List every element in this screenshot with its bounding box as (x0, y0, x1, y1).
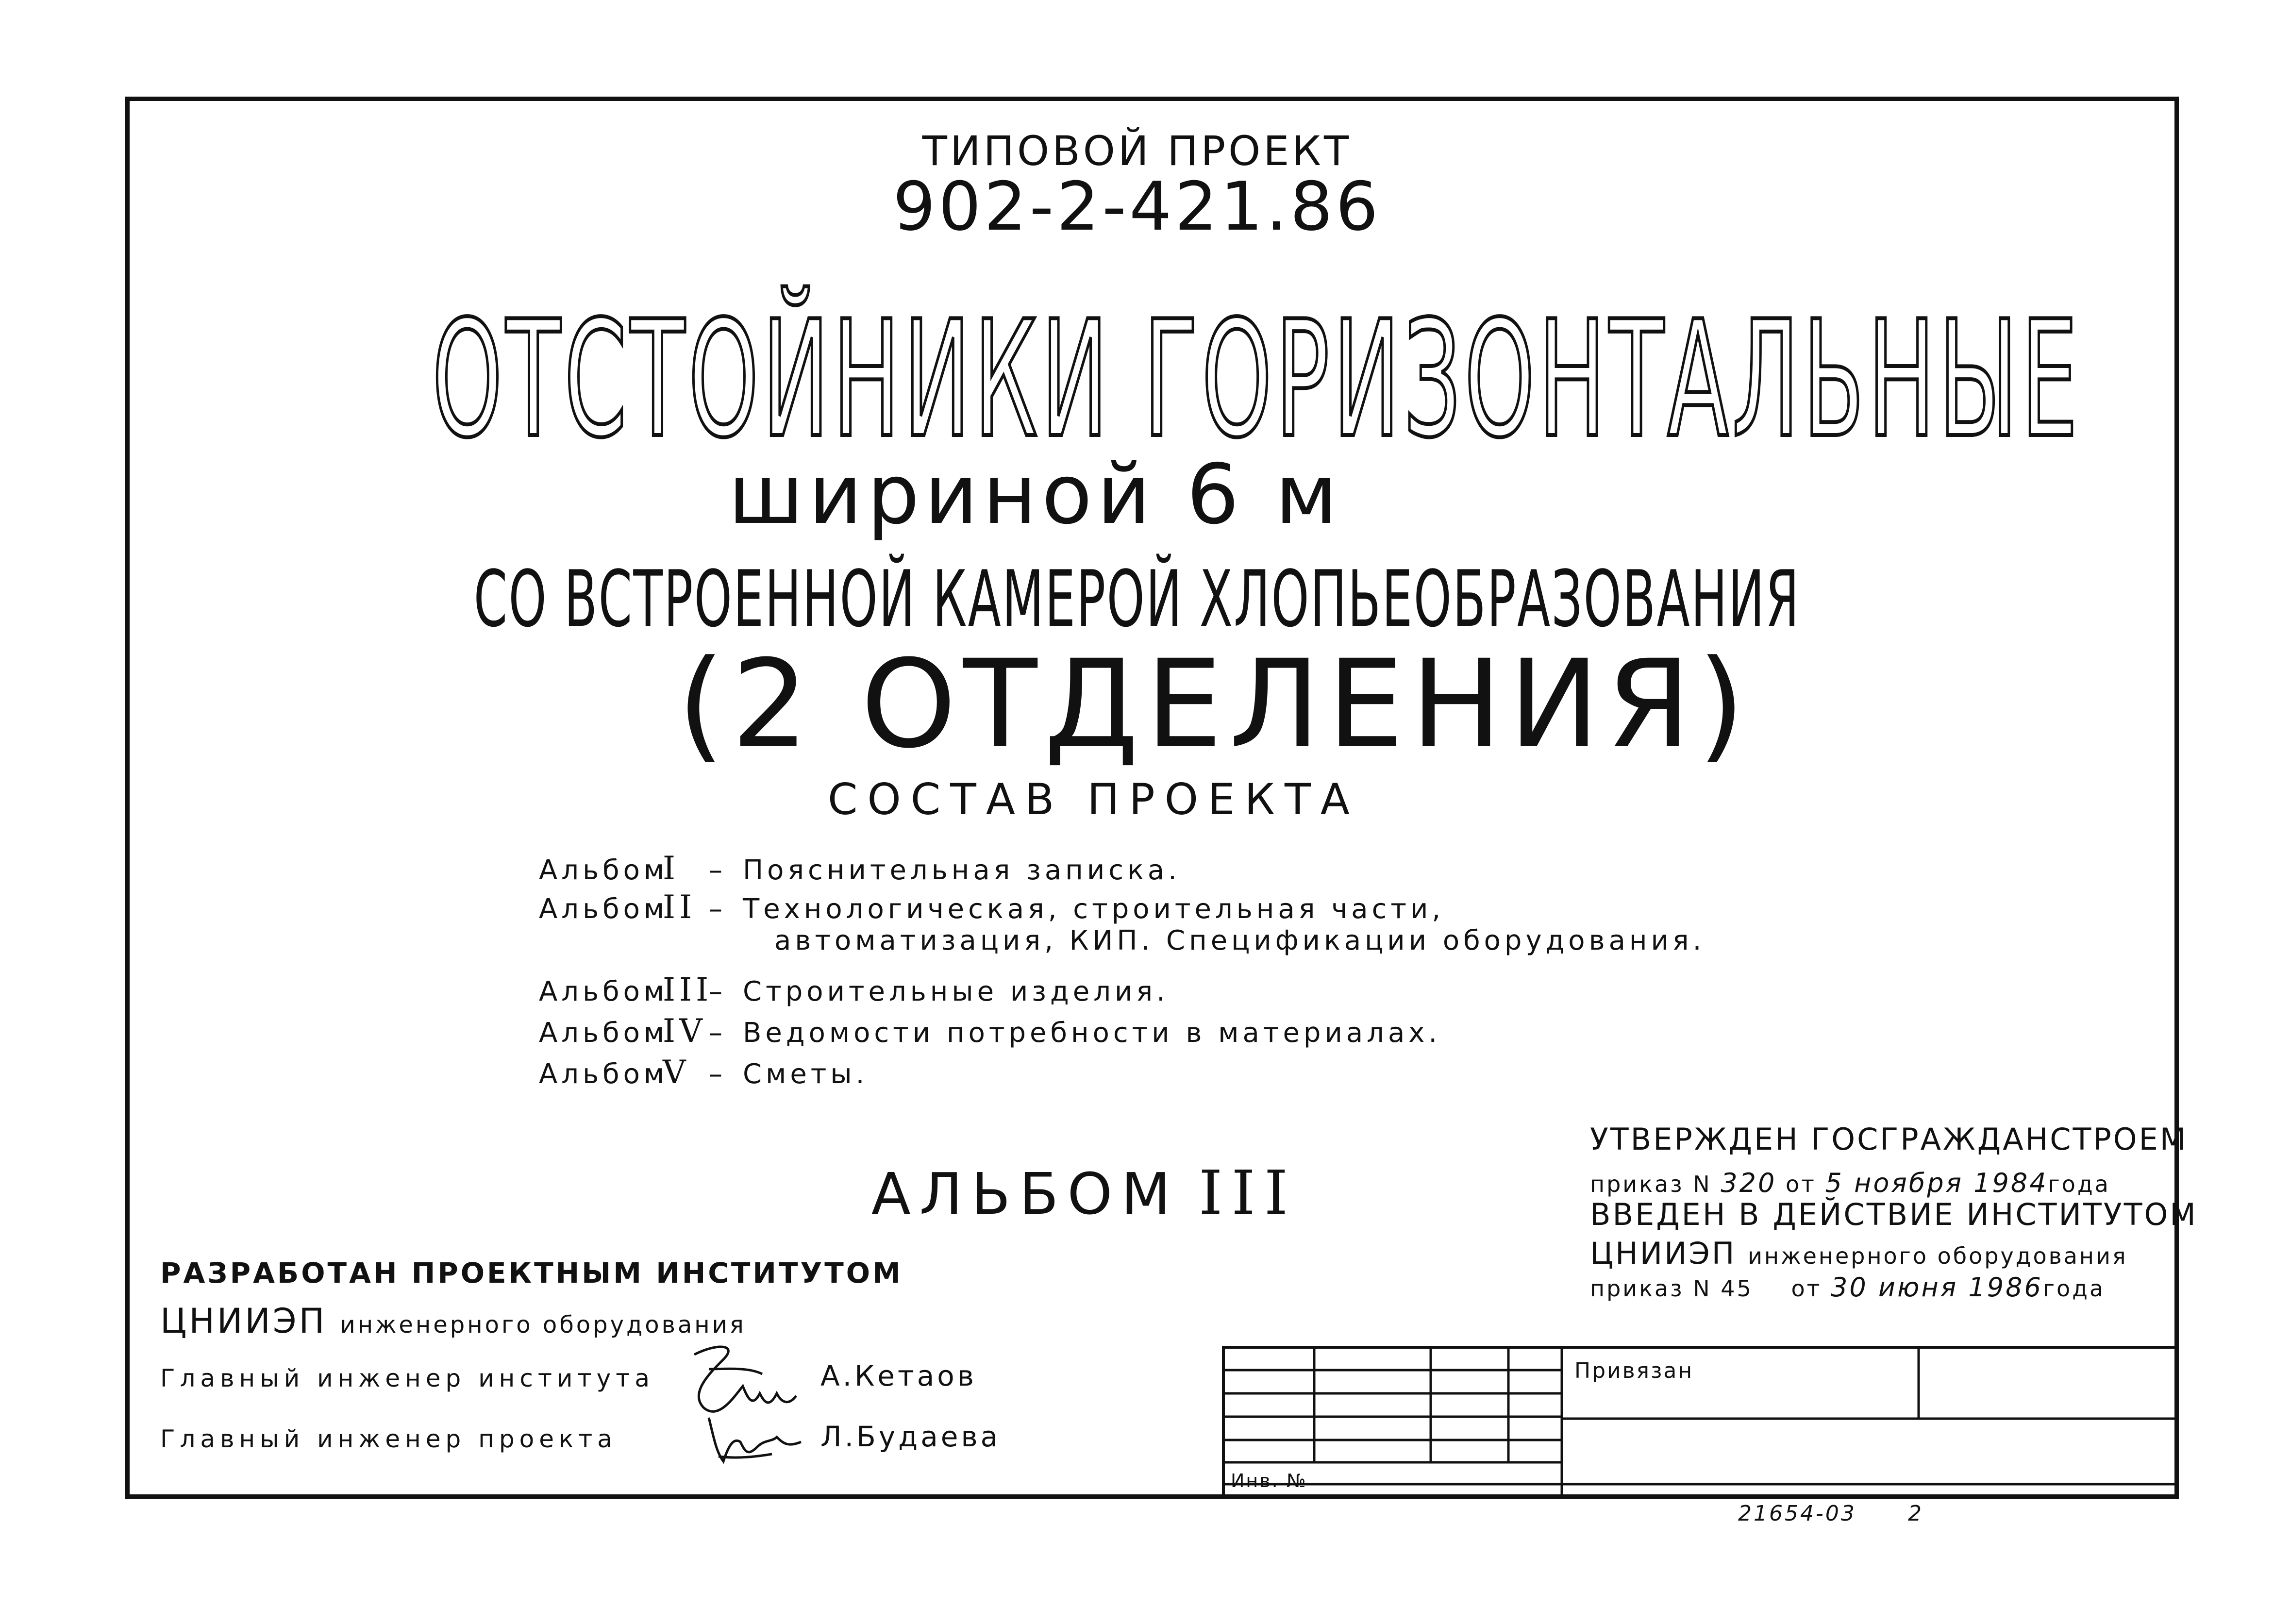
approval-order2-from: от (1791, 1275, 1822, 1302)
approval-order2-prefix: приказ N (1590, 1275, 1712, 1302)
approval-order-date: 5 ноября 1984 (1825, 1168, 2048, 1198)
approval-order-from: от (1785, 1171, 1816, 1197)
current-album-label: АЛЬБОМ (871, 1160, 1180, 1227)
stamp-inventory-label: Инв. № (1231, 1470, 1307, 1491)
album-list-item (539, 888, 1444, 926)
album-word: Альбом (539, 893, 669, 925)
approval-order2-suffix: года (2042, 1275, 2106, 1302)
sheet-number: 2 (1908, 1501, 1922, 1526)
album-dash: – (709, 893, 726, 925)
developer-org-rest: инженерного оборудования (340, 1311, 746, 1339)
stamp-block (1222, 1346, 2179, 1499)
sheet-code: 21654-03 (1738, 1501, 1856, 1526)
approval-line-2 (1590, 1168, 2110, 1198)
album-list-item (539, 1054, 868, 1091)
album-word: Альбом (539, 1058, 669, 1090)
approval-line-1: УТВЕРЖДЕН ГОСГРАЖДАНСТРОЕМ (1590, 1122, 2188, 1157)
chief-project-name: Л.Будаева (820, 1420, 1001, 1453)
album-description: Сметы. (743, 1058, 869, 1090)
stamp-grid-lines (1222, 1346, 2179, 1499)
album-description-continuation: автоматизация, КИП. Спецификации оборудования. (774, 925, 1706, 956)
subtitle-width: шириной 6 м (728, 447, 1342, 543)
album-number: III (663, 971, 713, 1008)
approval-line-4 (1590, 1236, 2128, 1271)
album-word: Альбом (539, 976, 669, 1007)
album-description: Технологическая, строительная части, (743, 893, 1445, 925)
developer-line-1: РАЗРАБОТАН ПРОЕКТНЫМ ИНСТИТУТОМ (160, 1256, 903, 1289)
album-list-item (539, 850, 1181, 887)
project-number: 902-2-421.86 (893, 167, 1381, 246)
album-description: Пояснительная записка. (743, 854, 1181, 886)
current-album-number: III (1199, 1158, 1297, 1228)
album-number: II (663, 888, 696, 926)
album-dash: – (709, 1058, 726, 1090)
album-description: Строительные изделия. (743, 976, 1169, 1007)
chief-institute-label: Главный инженер института (160, 1364, 654, 1392)
developer-line-2 (160, 1301, 746, 1341)
current-album-title (871, 1158, 1297, 1228)
project-label: ТИПОВОЙ ПРОЕКТ (922, 127, 1352, 175)
album-dash: – (709, 1017, 726, 1049)
chief-institute-name: А.Кетаов (820, 1359, 977, 1392)
signature-chief-project (699, 1408, 816, 1471)
approval-org-rest: инженерного оборудования (1748, 1243, 2128, 1269)
album-number: I (663, 850, 680, 887)
album-list-item (539, 971, 1169, 1008)
approval-order2-date: 30 июня 1986 (1831, 1272, 2043, 1303)
album-word: Альбом (539, 854, 669, 886)
album-list-item (539, 1012, 1441, 1050)
approval-order-number: 320 (1721, 1168, 1777, 1198)
main-title: ОТСТОЙНИКИ ГОРИЗОНТАЛЬНЫЕ (432, 286, 2081, 473)
chief-project-label: Главный инженер проекта (160, 1425, 617, 1453)
developer-org: ЦНИИЭП (160, 1301, 327, 1341)
subtitle-departments: (2 ОТДЕЛЕНИЯ) (677, 634, 1752, 775)
album-number: V (663, 1054, 690, 1091)
approval-line-3: ВВЕДЕН В ДЕЙСТВИЕ ИНСТИТУТОМ (1590, 1197, 2198, 1232)
album-number: IV (663, 1012, 706, 1050)
approval-order-prefix: приказ N (1590, 1171, 1712, 1197)
composition-heading: СОСТАВ ПРОЕКТА (828, 774, 1359, 824)
album-description: Ведомости потребности в материалах. (743, 1017, 1441, 1049)
album-dash: – (709, 854, 726, 886)
stamp-bound-label: Привязан (1574, 1358, 1694, 1383)
approval-order2-number: 45 (1721, 1275, 1753, 1302)
approval-order-suffix: года (2048, 1171, 2110, 1197)
album-dash: – (709, 976, 726, 1007)
subtitle-camera: СО ВСТРОЕННОЙ КАМЕРОЙ ХЛОПЬЕОБРАЗОВАНИЯ (473, 553, 1801, 644)
approval-org: ЦНИИЭП (1590, 1236, 1737, 1271)
approval-line-5 (1590, 1272, 2105, 1303)
album-word: Альбом (539, 1017, 669, 1049)
